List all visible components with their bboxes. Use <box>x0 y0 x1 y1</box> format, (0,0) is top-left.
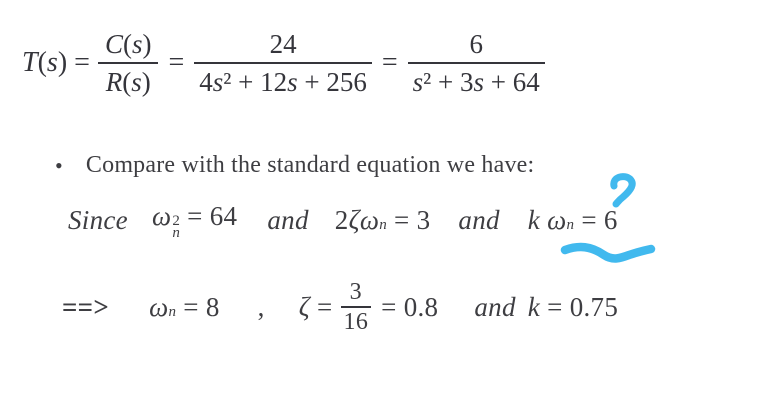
coefficient-k: k <box>527 204 541 235</box>
fraction-denominator: s² + 3s + 64 <box>412 67 540 97</box>
term-2-zeta-omega-n <box>335 205 431 236</box>
and-word: and <box>474 292 516 322</box>
equals-64: = 64 <box>187 201 238 231</box>
bullet-icon: • <box>55 152 63 178</box>
and-word: and <box>458 204 500 235</box>
equals-sign: = <box>381 47 398 78</box>
omega-symbol: ω <box>149 292 169 322</box>
subscript-n: n <box>379 216 387 233</box>
result-line <box>62 279 618 336</box>
fraction-numerator: 6 <box>408 28 545 64</box>
term-omega-n-squared <box>152 201 237 239</box>
fraction-denominator: 4s² + 12s + 256 <box>199 67 367 97</box>
sup-sub-stack <box>172 215 180 239</box>
equals-6: = 6 <box>581 204 618 235</box>
subscript-n: n <box>172 225 181 241</box>
fraction-6 <box>408 28 545 98</box>
handwritten-2-annotation <box>608 173 640 209</box>
bullet-compare-line <box>55 152 534 179</box>
fraction-denominator: 16 <box>343 309 369 335</box>
superscript-2: 2 <box>172 213 181 229</box>
equals-sign: = <box>168 47 185 78</box>
term-k-omega-n <box>528 205 618 236</box>
omega-symbol: ω <box>547 204 567 235</box>
since-word: Since <box>68 204 128 235</box>
subscript-n: n <box>168 304 177 320</box>
fraction-3-16 <box>341 279 372 336</box>
equals-0-8: = 0.8 <box>381 292 439 322</box>
fraction-24 <box>194 28 372 98</box>
implies-arrow: ==> <box>62 292 110 322</box>
fraction-numerator: C(s) <box>98 28 159 64</box>
omega-symbol: ω <box>359 204 380 235</box>
subscript-n: n <box>566 216 575 233</box>
zeta-equals: ζ = <box>298 292 333 322</box>
coefficient-2-zeta: 2ζ <box>334 204 360 235</box>
omega-symbol: ω <box>151 201 172 231</box>
fraction-denominator: R(s) <box>105 67 151 97</box>
fraction-numerator: 24 <box>194 28 372 64</box>
k-equals-value: k = 0.75 <box>527 292 619 322</box>
equation-lhs: T(s) = <box>22 47 90 78</box>
fraction-numerator: 3 <box>341 279 372 308</box>
fraction-cs-rs <box>98 28 159 98</box>
and-word: and <box>267 204 309 235</box>
equals-3: = 3 <box>394 204 431 235</box>
term-omega-n-equals-8 <box>149 292 220 323</box>
comma: , <box>257 292 265 322</box>
equals-8: = 8 <box>183 292 220 322</box>
since-line <box>68 200 618 240</box>
transfer-function-equation <box>22 28 545 98</box>
compare-text: Compare with the standard equation we have: <box>85 152 535 178</box>
blue-underline-annotation <box>559 241 657 265</box>
